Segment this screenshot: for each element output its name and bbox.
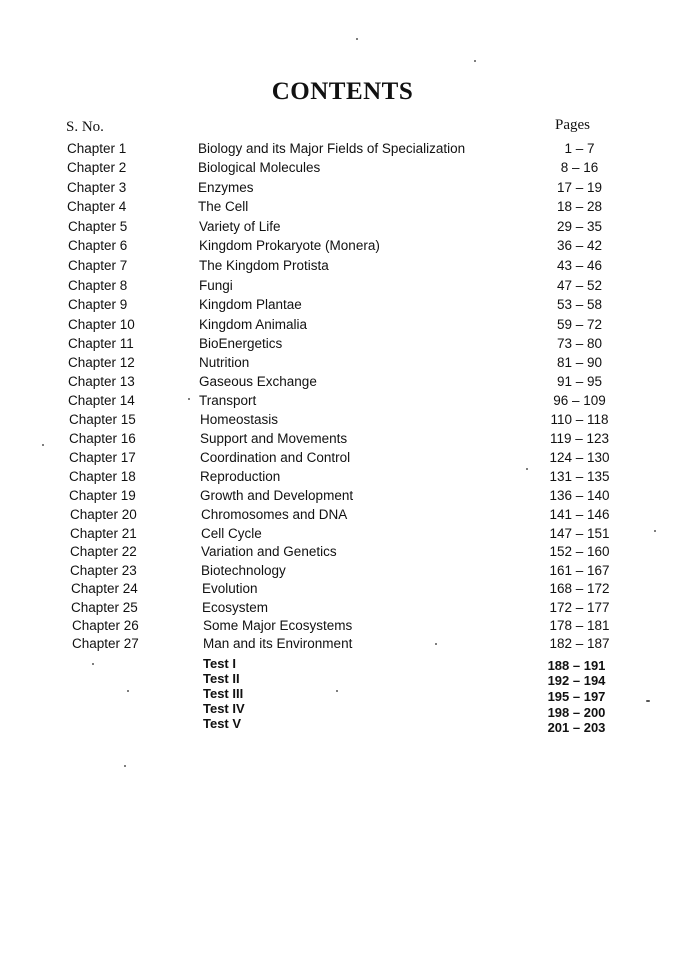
chapter-number: Chapter 4 [67,199,127,214]
chapter-number: Chapter 1 [67,141,127,156]
chapter-number: Chapter 7 [68,258,128,273]
chapter-pages: 178 – 181 [549,618,610,633]
chapter-pages: 36 – 42 [556,238,603,253]
chapter-number: Chapter 19 [69,488,136,503]
chapter-pages: 119 – 123 [549,431,610,446]
chapter-row [0,219,700,238]
chapter-pages: 110 – 118 [550,412,609,427]
scan-speck [92,663,94,665]
chapter-title: Reproduction [200,469,281,484]
chapter-number: Chapter 23 [70,563,137,578]
test-title: Test II [203,671,240,686]
chapter-pages: 131 – 135 [549,469,610,484]
chapter-title: Biology and its Major Fields of Specialization [198,141,466,156]
chapter-row [0,563,700,582]
test-title: Test I [203,656,236,671]
chapter-pages: 18 – 28 [556,199,603,214]
chapter-row [0,636,700,655]
chapter-number: Chapter 3 [67,180,127,195]
chapter-title: Chromosomes and DNA [201,507,348,522]
scan-speck [356,38,358,40]
chapter-number: Chapter 22 [70,544,137,559]
chapter-pages: 17 – 19 [556,180,603,195]
chapter-pages: 136 – 140 [549,488,610,503]
chapter-number: Chapter 15 [69,412,136,427]
chapter-pages: 161 – 167 [549,563,610,578]
test-title: Test IV [203,701,245,716]
chapter-number: Chapter 6 [68,238,128,253]
chapter-row [0,317,700,336]
chapter-row [0,160,700,179]
chapter-pages: 73 – 80 [556,336,603,351]
chapter-pages: 152 – 160 [549,544,610,559]
chapter-pages: 8 – 16 [560,160,599,175]
chapter-title: Nutrition [199,355,250,370]
chapter-title: Kingdom Plantae [199,297,302,312]
chapter-title: Gaseous Exchange [199,374,317,389]
chapter-title: Variation and Genetics [201,544,337,559]
chapter-number: Chapter 12 [68,355,135,370]
chapter-pages: 43 – 46 [556,258,603,273]
chapter-pages: 53 – 58 [556,297,603,312]
chapter-pages: 124 – 130 [549,450,610,465]
chapter-row [0,141,700,160]
chapter-number: Chapter 24 [71,581,138,596]
scan-speck [435,643,437,645]
chapter-title: Transport [199,393,257,408]
chapter-title: BioEnergetics [199,336,283,351]
test-row [0,716,700,735]
chapter-number: Chapter 16 [69,431,136,446]
test-pages: 198 – 200 [547,705,606,720]
chapter-row [0,355,700,374]
chapter-row [0,450,700,469]
chapter-row [0,544,700,563]
pages-header: Pages [555,117,590,133]
chapter-row [0,258,700,277]
chapter-number: Chapter 17 [69,450,136,465]
chapter-number: Chapter 18 [69,469,136,484]
scan-speck [474,60,476,62]
chapter-row [0,488,700,507]
chapter-pages: 168 – 172 [549,581,610,596]
chapter-title: Kingdom Animalia [199,317,308,332]
chapter-title: Support and Movements [200,431,348,446]
chapter-title: Man and its Environment [203,636,353,651]
chapter-number: Chapter 27 [72,636,139,651]
chapter-title: The Kingdom Protista [199,258,329,273]
chapter-title: Coordination and Control [200,450,351,465]
chapter-pages: 29 – 35 [556,219,603,234]
chapter-number: Chapter 9 [68,297,128,312]
chapter-title: Fungi [199,278,233,293]
chapter-row [0,581,700,600]
chapter-title: Enzymes [198,180,254,195]
chapter-title: Variety of Life [199,219,281,234]
chapter-pages: 81 – 90 [556,355,603,370]
chapter-number: Chapter 5 [68,219,128,234]
chapter-title: Some Major Ecosystems [203,618,353,633]
chapter-number: Chapter 20 [70,507,137,522]
test-pages: 188 – 191 [547,658,606,673]
chapter-row [0,199,700,218]
chapter-row [0,526,700,545]
chapter-row [0,469,700,488]
chapter-row [0,507,700,526]
chapter-pages: 172 – 177 [549,600,610,615]
chapter-pages: 59 – 72 [556,317,603,332]
chapter-title: Kingdom Prokaryote (Monera) [199,238,380,253]
chapter-pages: 1 – 7 [564,141,595,156]
scan-speck [646,700,650,702]
chapter-pages: 141 – 146 [549,507,610,522]
chapter-title: Homeostasis [200,412,279,427]
chapter-number: Chapter 2 [67,160,127,175]
scan-speck [127,690,129,692]
chapter-pages: 182 – 187 [549,636,610,651]
chapter-row [0,297,700,316]
page-title: CONTENTS [271,78,414,105]
chapter-pages: 147 – 151 [549,526,610,541]
scan-speck [336,690,338,692]
chapter-row [0,374,700,393]
chapter-title: Ecosystem [202,600,269,615]
chapter-number: Chapter 11 [68,336,134,351]
chapter-number: Chapter 25 [71,600,138,615]
test-pages: 192 – 194 [547,673,606,688]
test-pages: 201 – 203 [547,720,606,735]
chapter-number: Chapter 26 [72,618,139,633]
chapter-row [0,600,700,619]
chapter-row [0,393,700,412]
chapter-number: Chapter 10 [68,317,135,332]
scan-speck [124,765,126,767]
scan-speck [42,444,44,446]
chapter-title: Growth and Development [200,488,354,503]
scan-speck [526,468,528,470]
test-title: Test V [203,716,242,731]
chapter-number: Chapter 13 [68,374,135,389]
chapter-row [0,278,700,297]
chapter-row [0,336,700,355]
chapter-row [0,180,700,199]
chapter-title: Biotechnology [201,563,286,578]
chapter-number: Chapter 14 [68,393,135,408]
chapter-title: The Cell [198,199,249,214]
chapter-title: Cell Cycle [201,526,262,541]
serial-number-header: S. No. [66,119,104,135]
chapter-title: Biological Molecules [198,160,321,175]
scan-speck [188,398,190,400]
test-title: Test III [203,686,244,701]
chapter-pages: 91 – 95 [556,374,603,389]
chapter-row [0,618,700,637]
chapter-pages: 47 – 52 [556,278,603,293]
chapter-title: Evolution [202,581,258,596]
chapter-row [0,431,700,450]
chapter-number: Chapter 8 [68,278,128,293]
chapter-row [0,238,700,257]
chapter-number: Chapter 21 [70,526,137,541]
scan-speck [654,530,656,532]
chapter-row [0,412,700,431]
test-pages: 195 – 197 [547,689,606,704]
chapter-pages: 96 – 109 [553,393,606,408]
